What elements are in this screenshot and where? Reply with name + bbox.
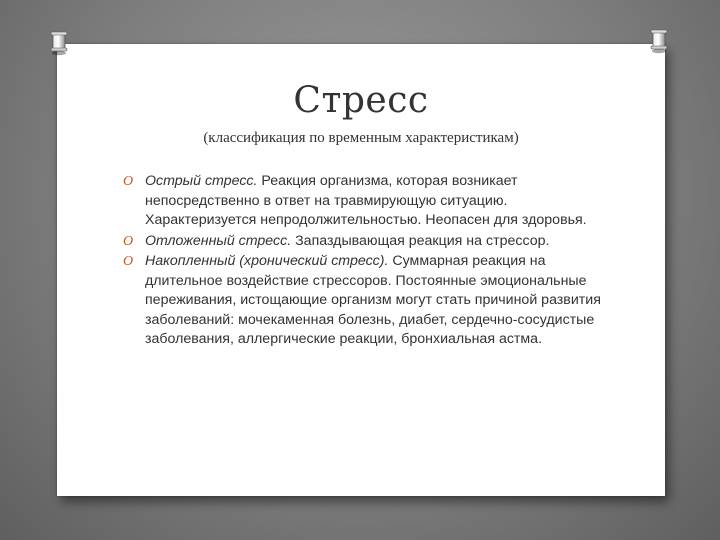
bullet-item-delayed-stress (123, 232, 613, 252)
bullet-item-chronic-stress (123, 252, 613, 350)
slide-paper (57, 44, 665, 496)
bullet-term: Накопленный (хронический стресс). (145, 253, 389, 269)
pushpin-icon (648, 28, 670, 54)
slide-subtitle: (классификация по временным характеристикам) (203, 130, 519, 146)
bullet-text: Суммарная реакция на длительное воздействие стрессоров. Постоянные эмоциональные переживания, истощающие организм могут стать причиной развития заболеваний: мочекаменная болезнь, диабет, сердечно-сосудистые заболевания, аллергические реакции, бронхиальная астма. (145, 253, 601, 347)
bullet-text: Запаздывающая реакция на стрессор. (291, 232, 550, 249)
bullet-text: Реакция организма, которая возникает непосредственно в ответ на травмирующую ситуацию. Характеризуется непродолжительностью. Неопасен для здоровья. (145, 173, 587, 228)
pushpin-icon (48, 30, 70, 56)
bullet-item-acute-stress (123, 172, 613, 231)
bullet-list (123, 172, 613, 351)
bullet-term: Отложенный стресс. (145, 232, 292, 249)
bullet-term: Острый стресс. (145, 173, 258, 189)
bullet-marker-icon: O (123, 254, 134, 269)
slide-title: Стресс (293, 80, 429, 121)
bullet-marker-icon: O (123, 174, 134, 189)
bullet-marker-icon: O (123, 233, 134, 249)
